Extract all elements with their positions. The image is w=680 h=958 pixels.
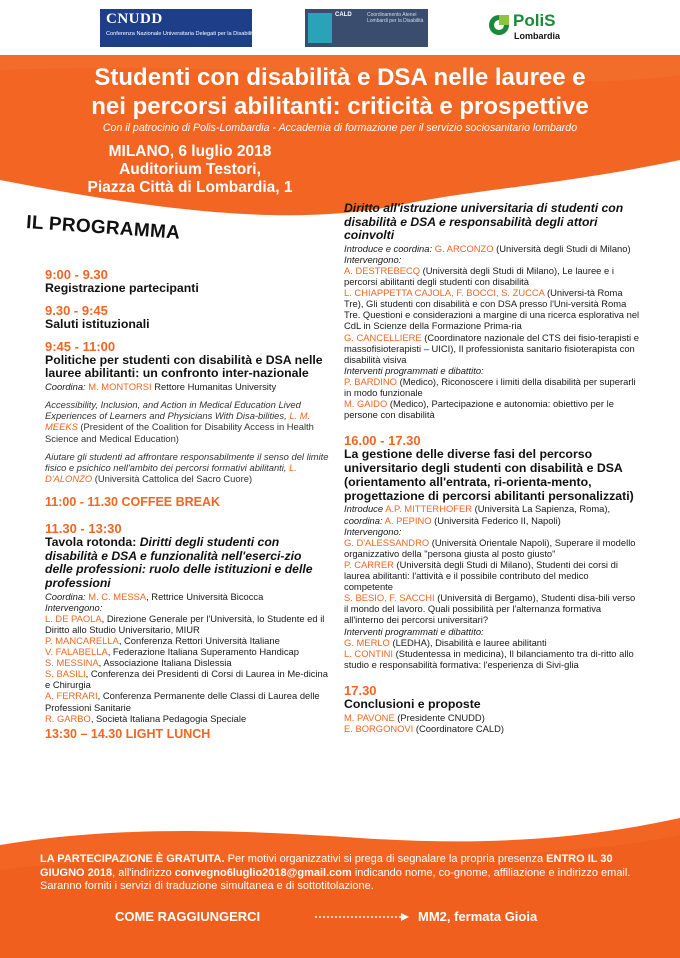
session-time: 16.00 - 17.30: [344, 433, 421, 449]
polis-mark-icon: [488, 13, 510, 37]
session-time: 9:45 - 11:00: [45, 338, 116, 354]
session-title: La gestione delle diverse fasi del percorso universitario degli studenti con disabilità e DSA (orientamento all'entrata, ri-orienta-mento, progettazione di percorsi abilitanti personalizzati): [344, 447, 634, 503]
cald-logo: [305, 9, 428, 47]
coffee-break: 11:00 - 11.30 COFFEE BREAK: [45, 494, 221, 509]
speaker-line: M. PAVONE (Presidente CNUDD): [344, 711, 485, 723]
title-line-1: Studenti con disabilità e DSA nelle lauree e: [94, 64, 586, 91]
speaker-line: S. BASILI, Conferenza dei Presidenti di Corsi di Laurea in Me-dicina e Chirurgia: [45, 668, 328, 691]
directions-label: COME RAGGIUNGERCI: [115, 909, 261, 924]
session-time: 9.30 - 9:45: [45, 302, 108, 318]
session-time: 14:30 - 16.00: [344, 187, 422, 202]
event-title: [20, 63, 660, 121]
coordinator-line: Introduce e coordina: G. ARCONZO (Università degli Studi di Milano): [344, 242, 631, 254]
title-line-2: nei percorsi abilitanti: criticità e prospettive: [91, 93, 589, 120]
speaker-line: P. CARRER (Università degli Studi di Milano), Studenti dei corsi di laurea abilitanti: l'attività e il possibile contributo del medico competente: [344, 558, 618, 593]
session-title: Tavola rotonda: Diritti degli studenti con disabilità e DSA e funzionalità nell'eserci-zio delle professioni: ruolo delle istituzioni e delle professioni: [45, 535, 313, 591]
debate-label: Interventi programmati e dibattito:: [344, 625, 484, 637]
patronage-subtitle: Con il patrocinio di Polis-Lombardia - Accademia di formazione per il servizio sociosanitario lombardo: [102, 122, 578, 134]
session-time: 17.30: [344, 682, 377, 698]
cnudd-logo-sub: Conferenza Nazionale Universitaria Delegati per la Disabilità: [106, 31, 256, 37]
dotted-arrow-icon: [313, 911, 413, 923]
participation-note: LA PARTECIPAZIONE È GRATUITA. Per motivi organizzativi si prega di segnalare la propria presenza ENTRO IL 30 GIUGNO 2018, all'indirizzo convegno6luglio2018@gmail.com indicando nome, co-gnome, affiliazione e indirizzo email. Saranno forniti i servizi di traduzione simultanea e di sottotitolazione.: [40, 853, 631, 892]
session-title: Saluti istituzionali: [45, 316, 150, 331]
session-time: 11.30 - 13:30: [45, 521, 122, 537]
polis-logo-name: PoliS: [513, 11, 556, 30]
speaker-line: E. BORGONOVI (Coordinatore CALD): [344, 722, 504, 734]
contact-email: convegno6luglio2018@gmail.com: [174, 866, 352, 879]
venue-block: [60, 143, 320, 197]
venue-address: Piazza Città di Lombardia, 1: [87, 179, 293, 196]
session-time: 9:00 - 9.30: [45, 267, 108, 282]
speaker-line: G. CANCELLIERE (Coordinatore nazionale del CTS dei fisio-terapisti e massofisioterapisti – UICI), Il professionista sanitario fisioterapista con disabilità visiva: [344, 331, 639, 365]
cnudd-logo: [100, 9, 256, 47]
debate-label: Interventi programmati e dibattito:: [344, 364, 484, 376]
polis-logo: [488, 9, 573, 47]
metro-stop: MM2, fermata Gioia: [418, 909, 538, 924]
speaker-line: R. GARBO, Società Italiana Pedagogia Speciale: [45, 712, 247, 724]
speaker-line: M. GAIDO (Medico), Partecipazione e autonomia: obiettivo per le persone con disabilità: [344, 398, 614, 421]
speaker-line: L. CHIAPPETTA CAJOLA, F. BOCCI, S. ZUCCA (Universi-tà Roma Tre), Gli studenti con disabilità e con DSA presso l'Uni-versità Roma Tre. Questioni e considerazioni a margine di una ricerca esplorativa nel CdL in Scienze della Formazione Prima-ria: [344, 287, 640, 332]
speaker-line: L. DE PAOLA, Direzione Generale per l'Università, lo Studente ed il Diritto allo Studio Universitario, MIUR: [45, 612, 325, 635]
speaker-line: G. D'ALESSANDRO (Università Orientale Napoli), Superare il modello organizzativo della "persona giusta al posto giusto": [344, 536, 636, 559]
venue-name: Auditorium Testori,: [119, 161, 261, 178]
speaker-line: A. FERRARI, Conferenza Permanente delle Classi di Laurea delle Professioni Sanitarie: [45, 690, 320, 713]
coordinator-line: Coordina: M. MONTORSI Rettore Humanitas University: [45, 381, 277, 393]
speaker-line: V. FALABELLA, Federazione Italiana Superamento Handicap: [45, 646, 299, 658]
speakers-label: Intervengono:: [344, 525, 402, 537]
cnudd-logo-name: CNUDD: [106, 11, 163, 27]
session-title: Registrazione partecipanti: [45, 281, 199, 295]
cald-logo-lines: Coordinamento Atenei Lombardi per la Disabilità: [367, 12, 424, 24]
speakers-label: Intervengono:: [344, 253, 402, 265]
programma-heading: IL PROGRAMMA: [25, 212, 181, 244]
speakers-label: Intervengono:: [45, 601, 103, 613]
speaker-line: P. MANCARELLA, Conferenza Rettori Università Italiane: [45, 634, 280, 646]
polis-logo-sub: Lombardia: [514, 31, 561, 41]
coordinator-line: Introduce A.P. MITTERHOFER (Università La Sapienza, Roma), coordina: A. PEPINO (Università Federico II, Napoli): [344, 503, 611, 526]
right-column: [344, 187, 640, 734]
speaker-line: S. BESIO, F. SACCHI (Università di Bergamo), Studenti disa-bili verso il mondo del lavoro. Quali possibilità per l'alternanza formativa all'interno dei percorsi universitari?: [344, 592, 636, 626]
speaker-line: L. CONTINI (Studentessa in medicina), Il bilanciamento tra di-ritto allo studio e responsabilità formativa: l'esperienza di Sivi-glia: [344, 647, 634, 670]
wheelchair-icon: [308, 13, 332, 43]
session-title: Diritto all'istruzione universitaria di studenti con disabilità e DSA e responsabilità degli attori coinvolti: [344, 201, 624, 243]
city-date: MILANO, 6 luglio 2018: [108, 143, 272, 160]
talk-line: Accessibility, Inclusion, and Action in Medical Education Lived Experiences of Learners and Physicians With Disa-bilities, L. M. MEEKS (President of the Coalition for Disability Access in Health Science and Medical Education): [45, 399, 314, 444]
left-column: [45, 267, 330, 740]
session-title: Conclusioni e proposte: [344, 696, 481, 711]
session-title: Politiche per studenti con disabilità e DSA nelle lauree abilitanti: un confronto inter-nazionale: [45, 352, 323, 381]
cald-logo-name: CALD: [335, 12, 352, 18]
light-lunch: 13:30 – 14.30 LIGHT LUNCH: [45, 726, 211, 741]
speaker-line: S. MESSINA, Associazione Italiana Dislessia: [45, 657, 232, 669]
talk-line: Aiutare gli studenti ad affrontare responsabilmente il senso del limite fisico e psichico nell'ambito dei percorsi formativi abilitanti, L. D'ALONZO (Università Cattolica del Sacro Cuore): [45, 450, 329, 484]
speaker-line: G. MERLO (LEDHA), Disabilità e lauree abilitanti: [344, 636, 547, 648]
coordinator-line: Coordina: M. C. MESSA, Rettrice Università Bicocca: [45, 590, 264, 602]
speaker-line: P. BARDINO (Medico), Riconoscere i limiti della disabilità per superarli in modo funzionale: [344, 375, 636, 398]
speaker-line: A. DESTREBECQ (Università degli Studi di Milano), Le lauree e i percorsi abilitanti degli studenti con disabilità: [344, 264, 614, 288]
